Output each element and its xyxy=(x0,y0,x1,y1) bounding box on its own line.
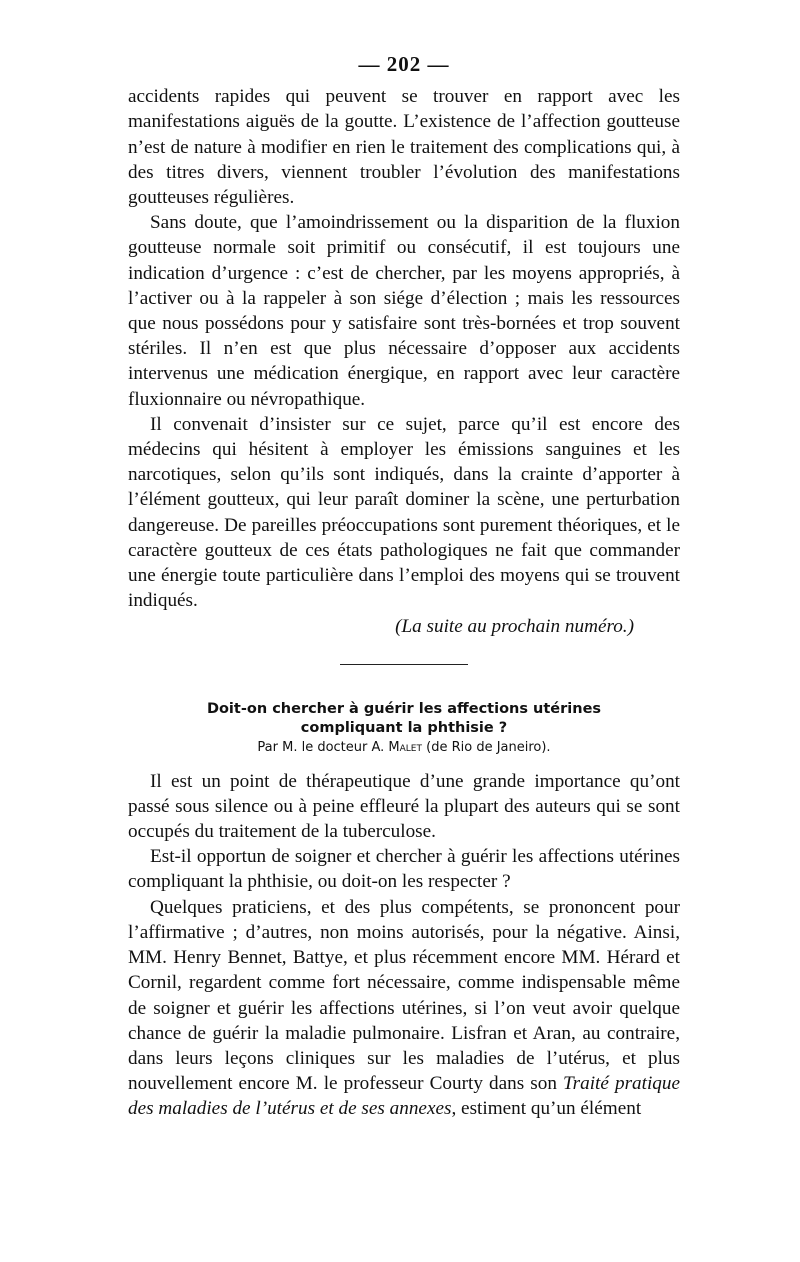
paragraph-continuation: accidents rapides qui peuvent se trouver en rapport avec les manifestations aiguës de la goutte. L’existence de l’affection goutteuse n’est de nature à modifier en rien le traitement des complications qui, à des titres divers, viennent troubler l’évolution des manifestations goutteuses régulières. xyxy=(128,86,680,209)
section-divider xyxy=(340,664,468,665)
article-byline xyxy=(128,738,680,757)
author-name: Malet xyxy=(388,739,422,755)
article-paragraph-last xyxy=(128,895,680,1122)
paragraph: Sans doute, que l’amoindrissement ou la disparition de la fluxion goutteuse normale soit primitif ou consécutif, il est toujours une indication d’urgence : c’est de chercher, par les moyens appropriés, à l’activer ou à la rappeler à son siége d’élection ; mais les ressources que nous possédons pour y satisfaire sont très-bornées et trop souvent stériles. Il n’en est que plus nécessaire d’opposer aux accidents intervenus une médication énergique, en rapport avec leur caractère fluxionnaire ou névropathique. xyxy=(128,212,680,410)
continued-note: (La suite au prochain numéro.) xyxy=(395,616,634,638)
article-title xyxy=(128,700,680,738)
book-title: Traité pratique des maladies de l’utérus et de ses annexes xyxy=(128,1073,680,1120)
page xyxy=(128,52,680,1122)
article-paragraph: Il est un point de thérapeutique d’une grande importance qu’ont passé sous silence ou à peine effleuré la plupart des auteurs qui se sont occupés du traitement de la tuberculose. xyxy=(128,770,680,843)
byline-suffix: (de Rio de Janeiro). xyxy=(422,739,551,755)
paragraph: Il convenait d’insister sur ce sujet, parce qu’il est encore des médecins qui hésitent à employer les émissions sanguines et les narcotiques, selon qu’ils sont indiqués, dans la crainte d’apporter à l’élément goutteux, qui leur paraît dominer la scène, une perturbation dangereuse. De pareilles préoccupations sont purement théoriques, et le caractère goutteux de ces états pathologiques ne fait que commander une énergie toute particulière dans l’emploi des moyens qui se trouvent indiqués. xyxy=(128,413,680,612)
page-number: — 202 — xyxy=(358,52,450,76)
article-paragraph: Est-il opportun de soigner et chercher à guérir les affections utérines compliquant la phthisie, ou doit-on les respecter ? xyxy=(128,846,680,893)
article-title-line2: compliquant la phthisie ? xyxy=(300,719,508,736)
article-title-line1: Doit-on chercher à guérir les affections utérines xyxy=(206,700,602,717)
article-paragraph-tail: , estiment qu’un élément xyxy=(451,1098,642,1120)
byline-prefix: Par M. le docteur A. xyxy=(257,739,389,755)
article-paragraph-text: Quelques praticiens, et des plus compétents, se prononcent pour l’affirmative ; d’autres, non moins autorisés, pour la négative. Ainsi, MM. Henry Bennet, Battye, et plus récemment encore MM. Hérard et Cornil, regardent comme fort nécessaire, comme indispensable même de soigner et guérir les affections utérines, si l’on veut avoir quelque chance de guérir la maladie pulmonaire. Lisfran et Aran, au contraire, dans leurs leçons cliniques sur les maladies de l’utérus, et plus nouvellement encore M. le professeur Courty dans son xyxy=(128,896,680,1095)
